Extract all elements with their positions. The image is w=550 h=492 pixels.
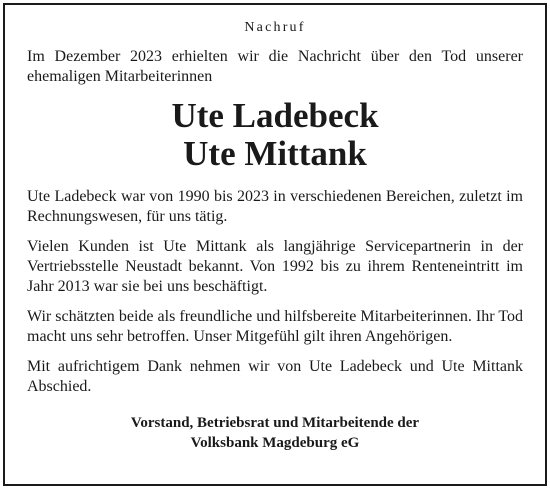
signature-line-1: Vorstand, Betriebsrat und Mitarbeitende der — [130, 415, 420, 431]
notice-heading: Nachruf — [244, 20, 306, 35]
intro-paragraph: Im Dezember 2023 erhielten wir die Nachricht über den Tod unserer ehemaligen Mitarbeiterinnen — [27, 48, 523, 85]
obituary-notice — [3, 3, 547, 486]
paragraph-condolence: Wir schätzten beide als freundliche und hilfsbereite Mitarbeiterinnen. Ihr Tod macht uns sehr betroffen. Unser Mitgefühl gilt ihren Angehörigen. — [27, 308, 523, 345]
paragraph-farewell: Mit aufrichtigem Dank nehmen wir von Ute Ladebeck und Ute Mittank Abschied. — [27, 358, 523, 395]
signature-block — [27, 413, 523, 453]
names-block — [27, 97, 523, 173]
paragraph-ladebeck: Ute Ladebeck war von 1990 bis 2023 in verschiedenen Bereichen, zuletzt im Rechnungswesen, für uns tätig. — [27, 188, 523, 225]
signature-line-2: Volksbank Magdeburg eG — [190, 435, 360, 451]
name-ute-mittank: Ute Mittank — [183, 134, 367, 173]
name-ute-ladebeck: Ute Ladebeck — [171, 96, 379, 135]
paragraph-mittank: Vielen Kunden ist Ute Mittank als langjährige Servicepartnerin in der Vertriebsstelle Neustadt bekannt. Von 1992 bis zu ihrem Renteneintritt im Jahr 2013 war sie bei uns beschäftigt. — [27, 238, 523, 295]
